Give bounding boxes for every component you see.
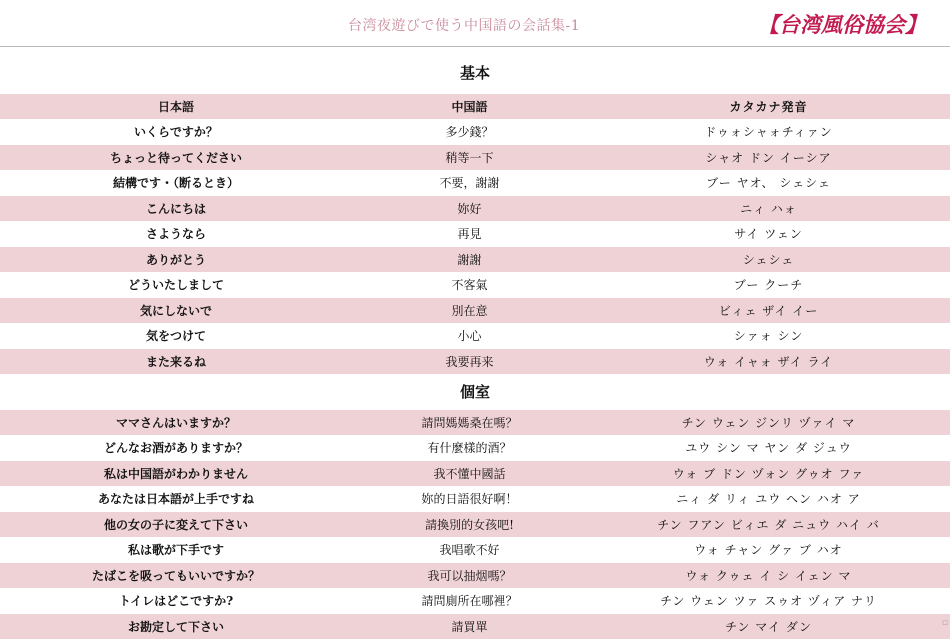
phrase-katakana: ウォ チャン グァ ブ ハオ	[694, 543, 843, 558]
phrase-chinese: 妳的日語很好啊！	[421, 492, 518, 507]
phrase-chinese: 請換別的女孩吧!	[425, 517, 514, 532]
phrase-katakana: ウォ イャォ ザイ ライ	[703, 354, 834, 369]
phrase-japanese: ちょっと待ってください	[109, 150, 242, 165]
table-row	[0, 589, 950, 615]
table-row	[0, 222, 950, 248]
phrase-japanese: どういたしまして	[127, 278, 224, 293]
table-header-row	[0, 94, 950, 120]
table-row	[0, 563, 950, 589]
document-title: 台湾夜遊びで使う中国語の会話集-1	[348, 18, 581, 34]
section-title-private-room: 個室	[459, 383, 490, 401]
phrase-katakana: チン ウェン ジンリ ヅァイ マ	[681, 415, 856, 430]
phrase-japanese: どんなお酒がありますか？	[103, 441, 248, 456]
column-header-katakana: カタカナ発音	[729, 99, 808, 114]
table-row	[0, 247, 950, 273]
phrase-japanese: また来るね	[145, 354, 206, 369]
phrase-chinese: 妳好	[457, 201, 482, 216]
phrase-katakana: ドゥォシャォチィァン	[704, 125, 833, 140]
column-header-chinese: 中国語	[451, 99, 488, 114]
phrase-japanese: 気にしないで	[139, 303, 212, 318]
phrase-katakana: サイ ツェン	[734, 227, 803, 242]
table-row	[0, 196, 950, 222]
brand-logo-text: 【台湾風俗協会】	[758, 12, 926, 37]
phrase-table-basic	[0, 94, 950, 375]
phrase-chinese: 我不懂中國話	[433, 466, 506, 481]
phrase-katakana: ウォ クゥェ イ シ イェン マ	[685, 568, 852, 583]
phrase-japanese: 他の女の子に変えて下さい	[103, 517, 248, 532]
phrase-katakana: シャオ ドン イーシア	[705, 150, 832, 165]
phrase-chinese: 請問廁所在哪裡？	[421, 594, 518, 609]
table-row	[0, 324, 950, 350]
section-title-basic: 基本	[459, 64, 490, 82]
phrase-chinese: 稍等一下	[445, 150, 494, 165]
phrase-chinese: 謝謝	[457, 252, 482, 267]
phrase-japanese: たばこを吸ってもいいですか？	[91, 568, 260, 583]
phrase-katakana: ユウ シン マ ヤン ダ ジュウ	[685, 441, 852, 456]
phrase-chinese: 小心	[457, 329, 482, 344]
phrase-katakana: ニィ ダ リィ ユウ ヘン ハオ ア	[676, 492, 861, 507]
table-row	[0, 538, 950, 564]
table-row	[0, 487, 950, 513]
phrase-japanese: あなたは日本語が上手ですね	[97, 492, 254, 507]
phrase-chinese: 請問媽媽桑在嗎？	[421, 415, 518, 430]
phrase-japanese: 私は中国語がわかりません	[103, 466, 248, 481]
phrase-japanese: ママさんはいますか？	[115, 415, 236, 430]
phrase-japanese: 気をつけて	[145, 329, 206, 344]
phrase-chinese: 有什麼樣的酒？	[427, 441, 512, 456]
phrase-chinese: 請買單	[451, 619, 488, 634]
phrase-katakana: シェシェ	[742, 252, 795, 267]
page-header	[0, 0, 950, 47]
phrase-japanese: お勘定して下さい	[127, 619, 224, 634]
table-row	[0, 349, 950, 375]
phrase-japanese: いくらですか？	[134, 125, 218, 140]
phrase-chinese: 我可以抽烟嗎？	[427, 568, 512, 583]
phrase-japanese: トイレはどこですか?	[118, 594, 234, 609]
phrase-chinese: 再見	[457, 227, 482, 242]
table-row	[0, 461, 950, 487]
phrase-chinese: 我唱歌不好	[439, 543, 500, 558]
table-row	[0, 410, 950, 436]
phrase-chinese: 多少錢？	[445, 125, 494, 140]
phrase-japanese: 私は歌が下手です	[127, 543, 224, 558]
table-row	[0, 512, 950, 538]
table-row	[0, 145, 950, 171]
phrase-katakana: ブー ヤオ、 シェシェ	[706, 176, 831, 191]
phrase-katakana: ウォ ブ ドン ヅォン グゥオ ファ	[672, 466, 865, 481]
phrase-katakana: チン ウェン ツァ スゥオ ヅィア ナリ	[659, 594, 878, 609]
phrase-chinese: 別在意	[451, 303, 488, 318]
table-row	[0, 120, 950, 146]
phrase-japanese: 結構です・（断るとき）	[112, 176, 239, 191]
column-header-japanese: 日本語	[157, 99, 194, 114]
phrase-katakana: チン マイ ダン	[725, 619, 812, 634]
phrase-japanese: こんにちは	[145, 201, 206, 216]
phrase-chinese: 不客氣	[451, 278, 488, 293]
page-corner-mark: ▫	[941, 618, 948, 628]
phrase-katakana: ビィェ ザイ イー	[718, 303, 819, 318]
phrase-katakana: ブー クーチ	[733, 278, 804, 293]
table-row	[0, 436, 950, 462]
phrase-japanese: さようなら	[145, 227, 206, 242]
phrase-chinese: 不要，謝謝	[439, 176, 500, 191]
phrase-japanese: ありがとう	[145, 252, 206, 267]
table-row	[0, 171, 950, 197]
phrase-katakana: ニィ ハォ	[740, 201, 797, 216]
phrase-katakana: チン フアン ビィエ ダ ニュウ ハイ バ	[657, 517, 880, 532]
table-row	[0, 273, 950, 299]
phrase-table-private-room	[0, 410, 950, 640]
table-row	[0, 298, 950, 324]
phrase-katakana: シァォ シン	[733, 329, 804, 344]
phrase-chinese: 我要再来	[445, 354, 494, 369]
